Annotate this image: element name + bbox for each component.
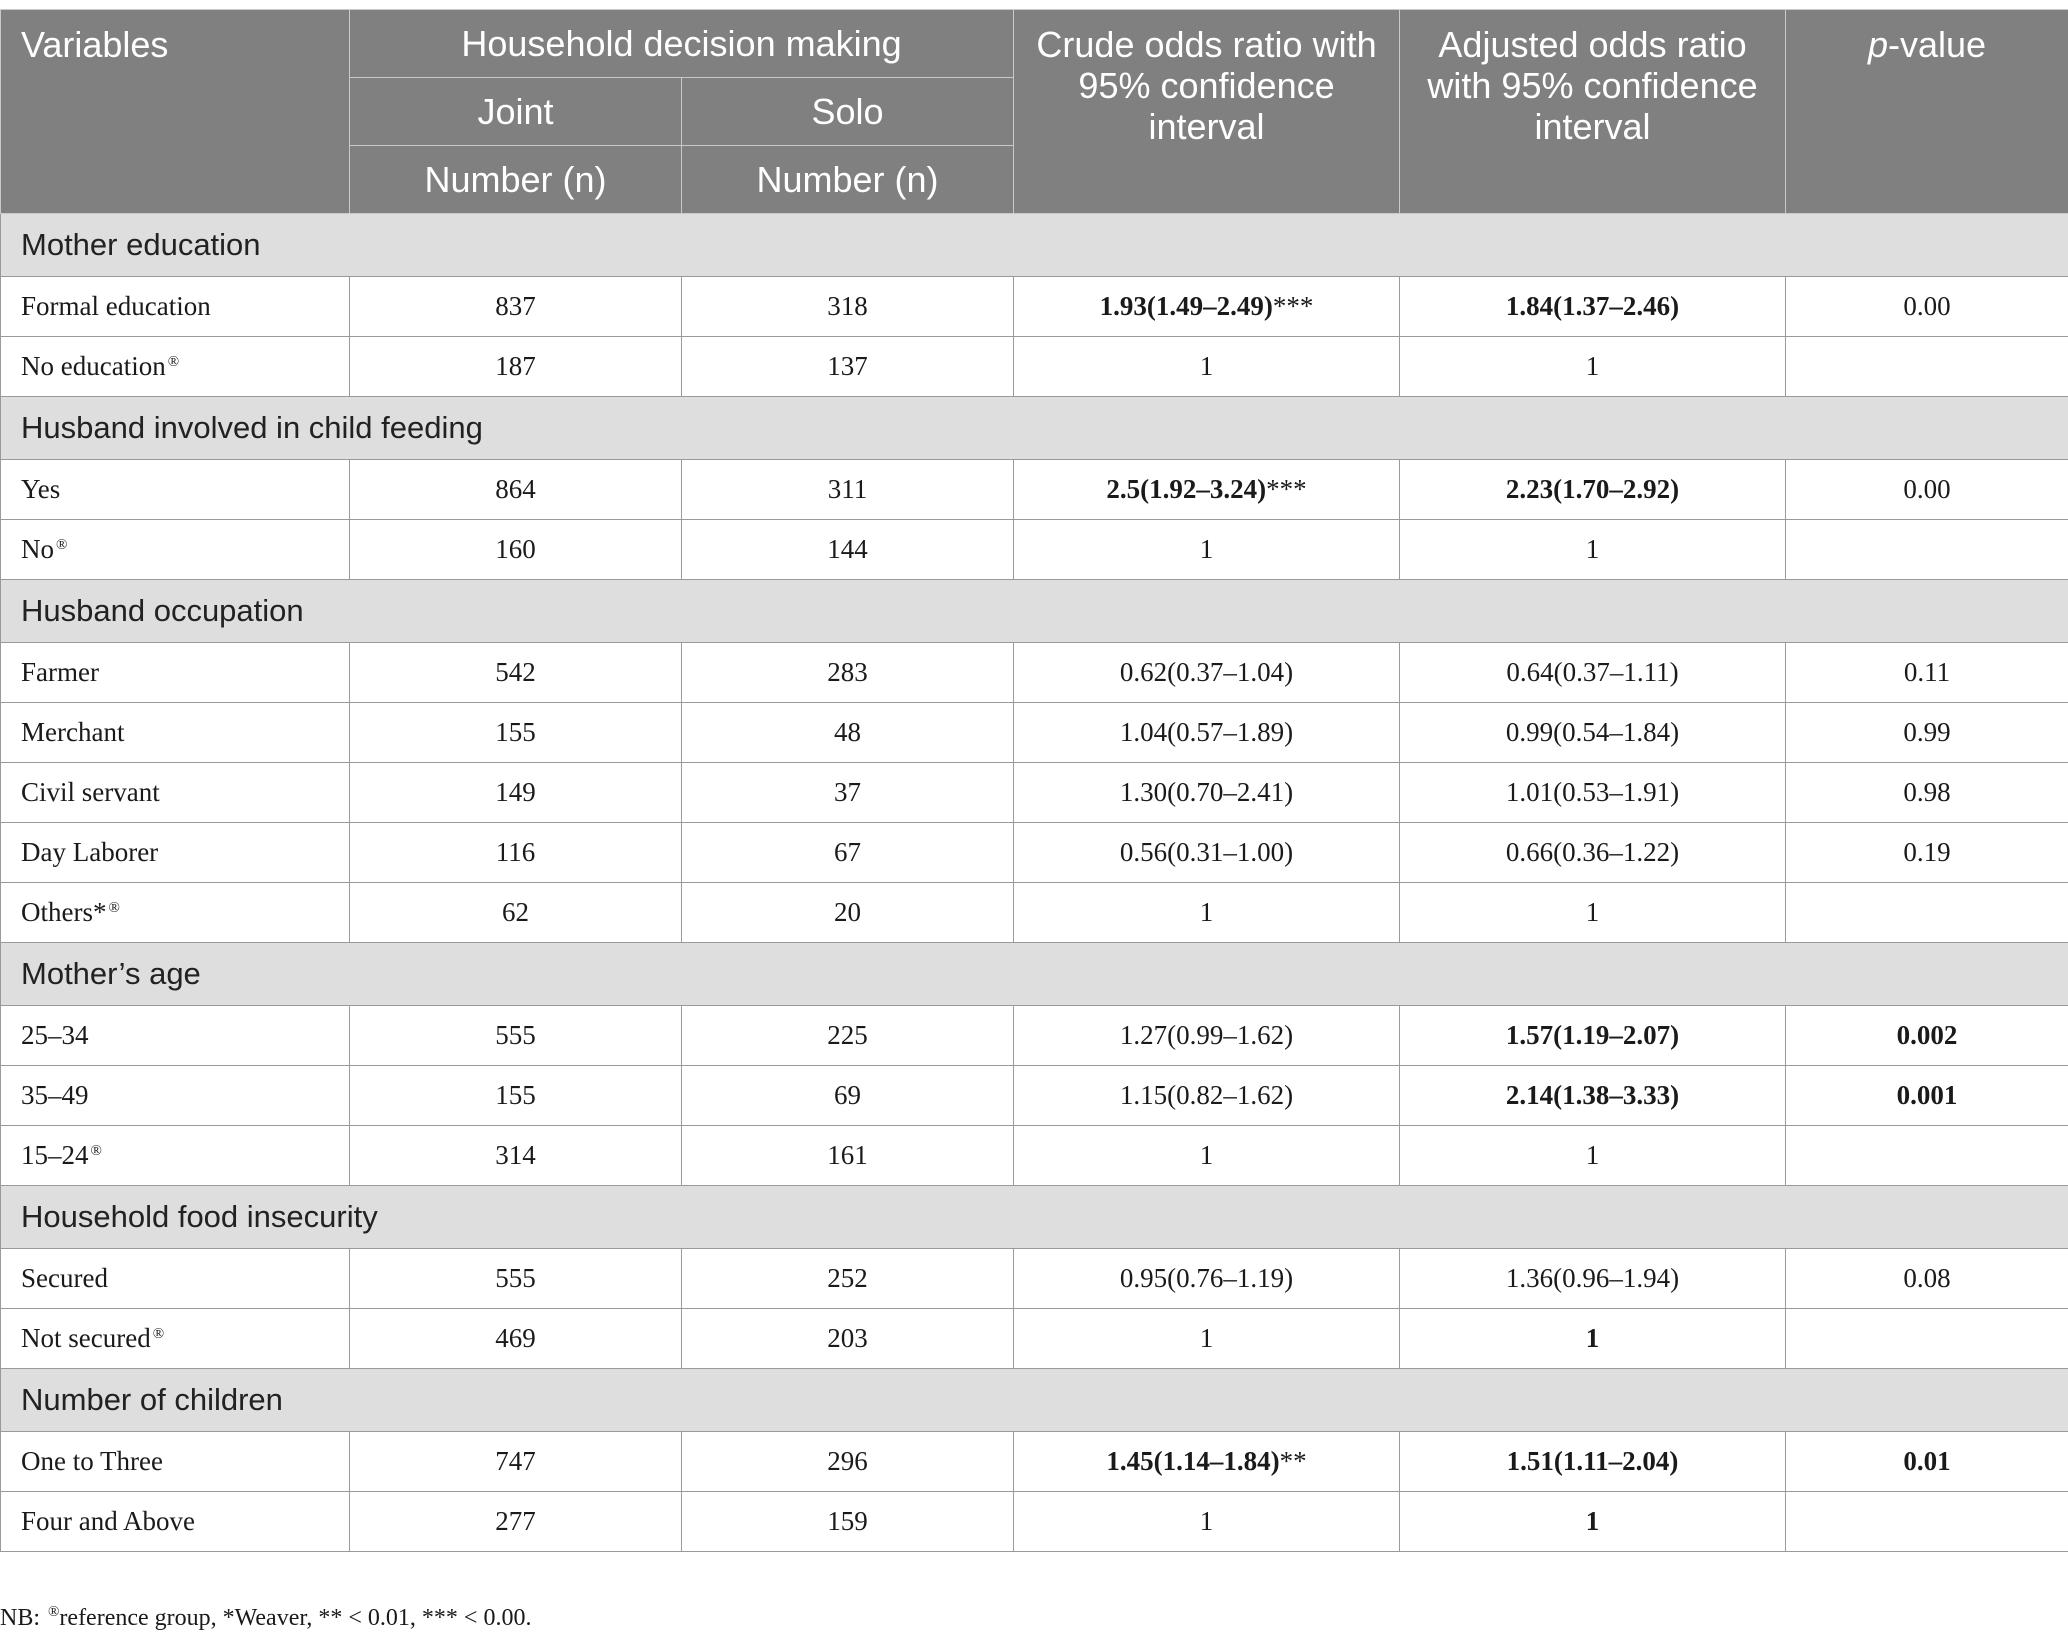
table-body — [1, 214, 2068, 1552]
solo-count: 144 — [682, 520, 1014, 580]
row-label: Civil servant — [1, 763, 350, 823]
reference-mark: ® — [90, 1143, 102, 1159]
group-title: Husband involved in child feeding — [1, 397, 2068, 460]
joint-count: 277 — [350, 1492, 682, 1552]
table-row — [1, 1006, 2068, 1066]
joint-count: 555 — [350, 1249, 682, 1309]
adjusted-odds-ratio: 1.57(1.19–2.07) — [1400, 1006, 1786, 1066]
adjusted-odds-ratio: 1 — [1400, 337, 1786, 397]
table-row — [1, 277, 2068, 337]
adjusted-odds-ratio: 1.36(0.96–1.94) — [1400, 1249, 1786, 1309]
p-value: 0.19 — [1786, 823, 2068, 883]
p-value: 0.002 — [1786, 1006, 2068, 1066]
adjusted-odds-ratio: 0.66(0.36–1.22) — [1400, 823, 1786, 883]
solo-count: 161 — [682, 1126, 1014, 1186]
solo-count: 159 — [682, 1492, 1014, 1552]
adjusted-odds-ratio: 1 — [1400, 883, 1786, 943]
joint-count: 116 — [350, 823, 682, 883]
joint-count: 837 — [350, 277, 682, 337]
reference-mark: ® — [56, 537, 68, 553]
crude-odds-ratio: 1.93(1.49–2.49)*** — [1014, 277, 1400, 337]
reference-mark: ® — [152, 1326, 165, 1342]
significance-stars: *** — [1272, 291, 1314, 321]
adjusted-odds-ratio: 0.64(0.37–1.11) — [1400, 643, 1786, 703]
header-number-joint: Number (n) — [350, 146, 682, 214]
table-row — [1, 1249, 2068, 1309]
adjusted-odds-ratio: 1.51(1.11–2.04) — [1400, 1432, 1786, 1492]
crude-odds-ratio: 1 — [1014, 1309, 1400, 1369]
row-label: 25–34 — [1, 1006, 350, 1066]
significance-stars: ** — [1279, 1446, 1307, 1476]
solo-count: 225 — [682, 1006, 1014, 1066]
group-title: Number of children — [1, 1369, 2068, 1432]
table-row — [1, 460, 2068, 520]
p-value — [1786, 337, 2068, 397]
header-solo: Solo — [682, 78, 1014, 146]
row-label: Day Laborer — [1, 823, 350, 883]
solo-count: 318 — [682, 277, 1014, 337]
solo-count: 203 — [682, 1309, 1014, 1369]
joint-count: 160 — [350, 520, 682, 580]
adjusted-odds-ratio: 2.23(1.70–2.92) — [1400, 460, 1786, 520]
table-header — [1, 10, 2068, 214]
crude-odds-ratio: 1.27(0.99–1.62) — [1014, 1006, 1400, 1066]
crude-odds-ratio: 0.56(0.31–1.00) — [1014, 823, 1400, 883]
header-household-decision: Household decision making — [350, 10, 1014, 78]
p-value — [1786, 883, 2068, 943]
row-label: Merchant — [1, 703, 350, 763]
joint-count: 542 — [350, 643, 682, 703]
p-value — [1786, 1492, 2068, 1552]
group-title: Mother education — [1, 214, 2068, 277]
p-value: 0.08 — [1786, 1249, 2068, 1309]
header-adjusted-or: Adjusted odds ratio with 95% confidence interval — [1400, 10, 1786, 214]
table-row — [1, 1126, 2068, 1186]
table-row — [1, 1066, 2068, 1126]
adjusted-odds-ratio: 0.99(0.54–1.84) — [1400, 703, 1786, 763]
solo-count: 48 — [682, 703, 1014, 763]
group-title: Husband occupation — [1, 580, 2068, 643]
table-row — [1, 1492, 2068, 1552]
row-label: Formal education — [1, 277, 350, 337]
footnote: NB: ®reference group, *Weaver, ** < 0.01, *** < 0.00. — [0, 1604, 532, 1631]
adjusted-odds-ratio: 1.84(1.37–2.46) — [1400, 277, 1786, 337]
table-row — [1, 1432, 2068, 1492]
table-row — [1, 763, 2068, 823]
header-joint: Joint — [350, 78, 682, 146]
crude-odds-ratio: 1 — [1014, 1492, 1400, 1552]
group-header-row — [1, 943, 2068, 1006]
solo-count: 67 — [682, 823, 1014, 883]
group-header-row — [1, 1186, 2068, 1249]
group-title: Mother’s age — [1, 943, 2068, 1006]
table-row — [1, 703, 2068, 763]
crude-odds-ratio: 1 — [1014, 520, 1400, 580]
crude-odds-ratio: 0.95(0.76–1.19) — [1014, 1249, 1400, 1309]
adjusted-odds-ratio: 1 — [1400, 1309, 1786, 1369]
crude-odds-ratio: 1 — [1014, 1126, 1400, 1186]
header-number-solo: Number (n) — [682, 146, 1014, 214]
adjusted-odds-ratio: 1 — [1400, 1126, 1786, 1186]
row-label: Others* ® — [1, 883, 350, 943]
joint-count: 187 — [350, 337, 682, 397]
table-row — [1, 1309, 2068, 1369]
significance-stars: *** — [1266, 474, 1307, 504]
p-value — [1786, 1309, 2068, 1369]
solo-count: 37 — [682, 763, 1014, 823]
p-value: 0.01 — [1786, 1432, 2068, 1492]
row-label: No education ® — [1, 337, 350, 397]
p-value: 0.98 — [1786, 763, 2068, 823]
row-label: No ® — [1, 520, 350, 580]
group-header-row — [1, 397, 2068, 460]
joint-count: 469 — [350, 1309, 682, 1369]
group-header-row — [1, 1369, 2068, 1432]
table-row — [1, 883, 2068, 943]
reference-mark: ® — [108, 900, 120, 916]
adjusted-odds-ratio: 1.01(0.53–1.91) — [1400, 763, 1786, 823]
row-label: Not secured ® — [1, 1309, 350, 1369]
row-label: One to Three — [1, 1432, 350, 1492]
header-variables: Variables — [1, 10, 350, 214]
solo-count: 283 — [682, 643, 1014, 703]
joint-count: 555 — [350, 1006, 682, 1066]
group-title: Household food insecurity — [1, 1186, 2068, 1249]
header-p-value: p-value — [1786, 10, 2068, 214]
results-table — [0, 9, 2068, 1552]
crude-odds-ratio: 1.45(1.14–1.84)** — [1014, 1432, 1400, 1492]
table-row — [1, 643, 2068, 703]
crude-odds-ratio: 1.15(0.82–1.62) — [1014, 1066, 1400, 1126]
joint-count: 155 — [350, 1066, 682, 1126]
reference-mark: ® — [167, 354, 180, 370]
p-value: 0.00 — [1786, 460, 2068, 520]
group-header-row — [1, 214, 2068, 277]
row-label: Farmer — [1, 643, 350, 703]
crude-odds-ratio: 1.30(0.70–2.41) — [1014, 763, 1400, 823]
row-label: Yes — [1, 460, 350, 520]
table-row — [1, 823, 2068, 883]
table-row — [1, 520, 2068, 580]
row-label: Secured — [1, 1249, 350, 1309]
p-value — [1786, 1126, 2068, 1186]
solo-count: 20 — [682, 883, 1014, 943]
crude-odds-ratio: 1 — [1014, 883, 1400, 943]
p-value: 0.00 — [1786, 277, 2068, 337]
adjusted-odds-ratio: 1 — [1400, 1492, 1786, 1552]
solo-count: 311 — [682, 460, 1014, 520]
p-value — [1786, 520, 2068, 580]
crude-odds-ratio: 2.5(1.92–3.24)*** — [1014, 460, 1400, 520]
row-label: 15–24 ® — [1, 1126, 350, 1186]
table-row — [1, 337, 2068, 397]
joint-count: 62 — [350, 883, 682, 943]
row-label: Four and Above — [1, 1492, 350, 1552]
joint-count: 314 — [350, 1126, 682, 1186]
adjusted-odds-ratio: 1 — [1400, 520, 1786, 580]
header-crude-or: Crude odds ratio with 95% confidence interval — [1014, 10, 1400, 214]
joint-count: 747 — [350, 1432, 682, 1492]
joint-count: 864 — [350, 460, 682, 520]
joint-count: 155 — [350, 703, 682, 763]
row-label: 35–49 — [1, 1066, 350, 1126]
crude-odds-ratio: 1 — [1014, 337, 1400, 397]
crude-odds-ratio: 1.04(0.57–1.89) — [1014, 703, 1400, 763]
solo-count: 69 — [682, 1066, 1014, 1126]
adjusted-odds-ratio: 2.14(1.38–3.33) — [1400, 1066, 1786, 1126]
joint-count: 149 — [350, 763, 682, 823]
p-value: 0.99 — [1786, 703, 2068, 763]
group-header-row — [1, 580, 2068, 643]
solo-count: 137 — [682, 337, 1014, 397]
crude-odds-ratio: 0.62(0.37–1.04) — [1014, 643, 1400, 703]
solo-count: 296 — [682, 1432, 1014, 1492]
solo-count: 252 — [682, 1249, 1014, 1309]
p-value: 0.001 — [1786, 1066, 2068, 1126]
p-value: 0.11 — [1786, 643, 2068, 703]
